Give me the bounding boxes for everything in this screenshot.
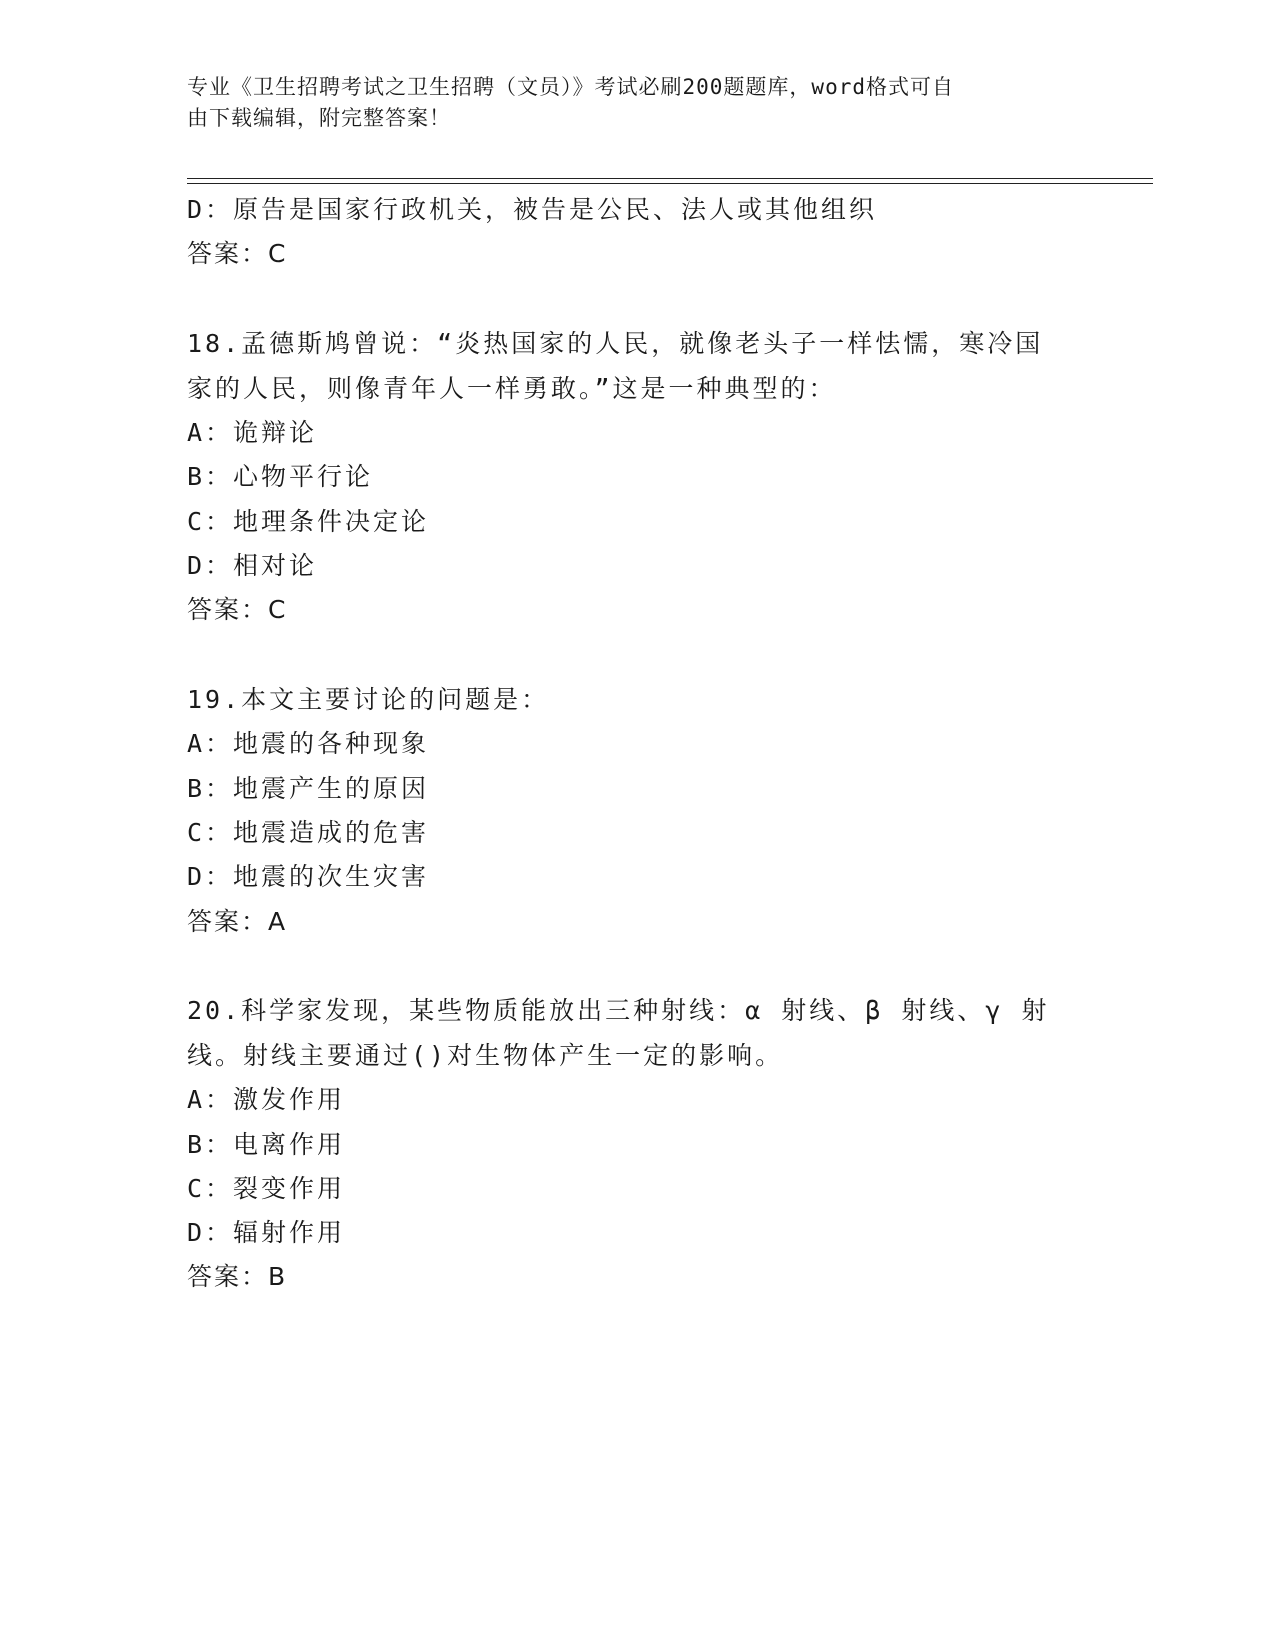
q17-answer: 答案：C <box>187 239 288 268</box>
q18-option-a: A：诡辩论 <box>187 418 318 447</box>
q18-option-d: D：相对论 <box>187 551 318 580</box>
q18-option-b: B：心物平行论 <box>187 462 374 491</box>
document-header <box>187 72 1067 134</box>
q19-stem-line-1: 19.本文主要讨论的问题是： <box>187 685 550 714</box>
header-line-1: 专业《卫生招聘考试之卫生招聘（文员）》考试必刷200题题库，word格式可自 <box>187 75 954 99</box>
q20-option-d: D：辐射作用 <box>187 1218 346 1247</box>
q19-option-a: A：地震的各种现象 <box>187 729 430 758</box>
q19-option-c: C：地震造成的危害 <box>187 818 430 847</box>
q18-answer: 答案：C <box>187 595 288 624</box>
q17-option-d: D：原告是国家行政机关，被告是公民、法人或其他组织 <box>187 195 878 224</box>
header-divider-bottom <box>187 183 1153 184</box>
q20-option-a: A：激发作用 <box>187 1085 346 1114</box>
q19-option-b: B：地震产生的原因 <box>187 774 430 803</box>
q18-option-c: C：地理条件决定论 <box>187 507 430 536</box>
header-line-2: 由下载编辑，附完整答案！ <box>187 106 451 130</box>
q20-option-c: C：裂变作用 <box>187 1174 346 1203</box>
q20-stem-line-2: 线。射线主要通过()对生物体产生一定的影响。 <box>187 1041 784 1070</box>
q18-stem-line-1: 18.孟德斯鸠曾说：“炎热国家的人民，就像老头子一样怯懦，寒冷国 <box>187 329 1044 358</box>
q20-option-b: B：电离作用 <box>187 1130 346 1159</box>
q19-answer: 答案：A <box>187 907 288 936</box>
q18-stem-line-2: 家的人民，则像青年人一样勇敢。”这是一种典型的： <box>187 374 837 403</box>
q20-stem-line-1: 20.科学家发现，某些物质能放出三种射线：α 射线、β 射线、γ 射 <box>187 996 1050 1025</box>
header-divider-top <box>187 178 1153 179</box>
q20-answer: 答案：B <box>187 1262 288 1291</box>
q19-option-d: D：地震的次生灾害 <box>187 862 430 891</box>
